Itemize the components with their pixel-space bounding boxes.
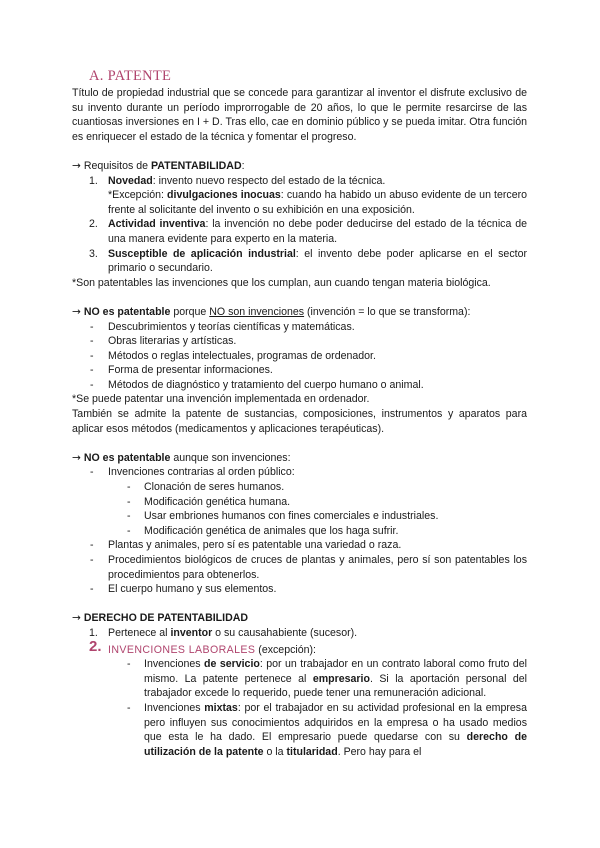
- list-item: - Descubrimientos y teorías científicas y matemáticas.: [90, 320, 355, 333]
- derecho-item-1: 1. Pertenece al inventor o su causahabiente (sucesor).: [89, 626, 358, 639]
- requirements-heading: → Requisitos de PATENTABILIDAD:: [72, 159, 245, 172]
- substances-note: También se admite la patente de sustancias, composiciones, instrumentos y aparatos para aplicar esos métodos (medicamentos y aplicaciones terapéuticas).: [72, 408, 527, 435]
- list-item: - Invenciones contrarias al orden público:: [90, 466, 295, 479]
- exception-note: *Excepción: divulgaciones inocuas: cuando ha habido un abuso evidente de un tercero frente al solicitante del invento o su exhibición en una exposición.: [108, 189, 528, 216]
- list-item: - Métodos de diagnóstico y tratamiento del cuerpo humano o animal.: [90, 378, 424, 391]
- requirement-item-novedad: 1. Novedad: invento nuevo respecto del estado de la técnica.: [89, 174, 386, 187]
- list-item: - Obras literarias y artísticas.: [90, 335, 237, 348]
- sub-list-item: - Modificación genética de animales que los haga sufrir.: [127, 524, 399, 537]
- arrow-right-icon: →: [72, 305, 81, 318]
- invenciones-laborales-title: INVENCIONES LABORALES: [108, 643, 256, 656]
- not-patentable-heading-1: → NO es patentable porque NO son invenciones (invención = lo que se transforma):: [72, 305, 471, 318]
- software-note: *Se puede patentar una invención implementada en ordenador.: [72, 393, 370, 406]
- not-patentable-heading-2: → NO es patentable aunque son invenciones:: [72, 451, 291, 464]
- derecho-item-2: 2. INVENCIONES LABORALES (excepción):: [89, 637, 316, 656]
- invenciones-servicio-item: - Invenciones de servicio: por un trabajador en un contrato laboral como fruto del mismo. La patente pertenece al empresario. Si la aportación personal del trabajador excede lo requerido, puede tener una remuneración adicional.: [127, 658, 528, 700]
- derecho-heading: → DERECHO DE PATENTABILIDAD: [72, 612, 249, 625]
- sub-list-item: - Usar embriones humanos con fines comerciales e industriales.: [127, 510, 439, 523]
- arrow-right-icon: →: [72, 159, 81, 172]
- sub-list-item: - Clonación de seres humanos.: [127, 481, 285, 494]
- arrow-right-icon: →: [72, 612, 81, 625]
- arrow-right-icon: →: [72, 451, 81, 464]
- list-item: - Forma de presentar informaciones.: [90, 364, 273, 377]
- requirements-note: *Son patentables las invenciones que los cumplan, aun cuando tengan materia biológica.: [72, 276, 491, 289]
- list-item: - Procedimientos biológicos de cruces de plantas y animales, pero sí son patentables los procedimientos para obtenerlos.: [90, 554, 527, 581]
- invenciones-mixtas-item: - Invenciones mixtas: por el trabajador en su actividad profesional en la empresa pero influyen sus conocimientos adquiridos en la empresa o ha usado medios que esta le ha dado. El empresario puede quedarse con su derecho de utilización de la patente o la titularidad. Pero hay para el: [127, 701, 527, 758]
- document-content: [72, 68, 527, 759]
- intro-paragraph: Título de propiedad industrial que se concede para garantizar al inventor el disfrute exclusivo de su invento durante un período improrrogable de 20 años, lo que le permite resarcirse de las cuantiosas inversiones en I + D. Tras ello, cae en dominio público y se pueda imitar. Otra función es enriquecer el estado de la técnica y fomentar el progreso.: [72, 87, 527, 143]
- sub-list-item: - Modificación genética humana.: [127, 495, 291, 508]
- list-item: - Plantas y animales, pero sí es patentable una variedad o raza.: [90, 539, 402, 552]
- section-heading-patente: A. PATENTE: [89, 68, 172, 84]
- list-item: - Métodos o reglas intelectuales, programas de ordenador.: [90, 349, 376, 362]
- requirement-item-industrial: 3. Susceptible de aplicación industrial: el invento debe poder aplicarse en el sector primario o secundario.: [89, 247, 527, 275]
- list-item: - El cuerpo humano y sus elementos.: [90, 583, 277, 596]
- requirement-item-actividad: 2. Actividad inventiva: la invención no debe poder deducirse del estado de la técnica de una manera evidente para experto en la materia.: [89, 218, 527, 245]
